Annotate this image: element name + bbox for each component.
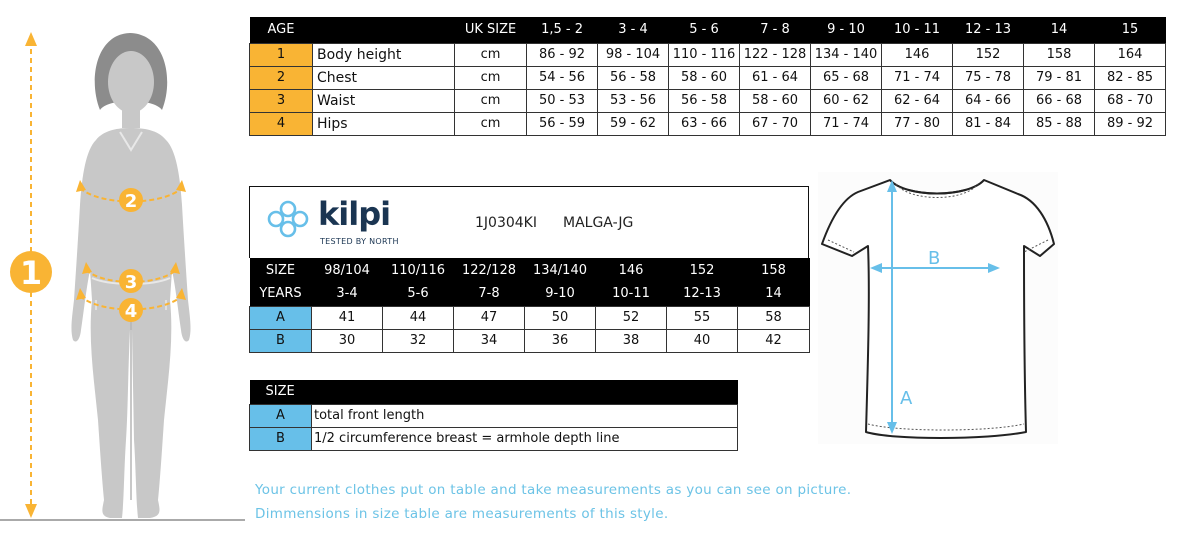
label-b: B — [928, 248, 941, 269]
marker-4-label: 4 — [124, 301, 138, 322]
tshirt-diagram — [818, 172, 1058, 444]
table-cell: 56 - 58 — [669, 89, 740, 112]
size-col-header: 98/104 — [312, 258, 383, 282]
marker-1-label: 1 — [19, 254, 43, 292]
table-cell: 79 - 81 — [1024, 66, 1095, 89]
row-letter: B — [250, 329, 312, 352]
brand-logo-text: kilpi — [318, 195, 391, 233]
table-cell: 52 — [596, 306, 667, 329]
age-col-header: 1,5 - 2 — [527, 17, 598, 43]
legend-description: 1/2 circumference breast = armhole depth line — [312, 427, 738, 450]
brand-tagline: TESTED BY NORTH — [320, 237, 399, 246]
body-measurement-figure — [0, 0, 250, 557]
size-col-header: 152 — [667, 258, 738, 282]
table-cell: 65 - 68 — [811, 66, 882, 89]
years-col-header: 3-4 — [312, 282, 383, 306]
height-arrow-down — [25, 504, 37, 518]
years-header-row — [250, 282, 810, 306]
product-code: 1J0304KI — [475, 215, 537, 231]
label-a: A — [900, 388, 913, 409]
table-cell: 85 - 88 — [1024, 112, 1095, 135]
table-cell: 152 — [953, 43, 1024, 66]
size-table-header — [250, 17, 1166, 43]
table-cell: 59 - 62 — [598, 112, 669, 135]
table-cell: 58 - 60 — [740, 89, 811, 112]
table-cell: 110 - 116 — [669, 43, 740, 66]
years-col-header: 14 — [738, 282, 810, 306]
age-col-header: 10 - 11 — [882, 17, 953, 43]
table-cell: 41 — [312, 306, 383, 329]
table-cell: 40 — [667, 329, 738, 352]
product-header — [249, 186, 809, 258]
table-cell: 60 - 62 — [811, 89, 882, 112]
table-row — [250, 89, 1166, 112]
age-col-header: 15 — [1095, 17, 1166, 43]
row-number: 3 — [250, 89, 313, 112]
size-table — [249, 17, 1166, 136]
table-row — [250, 427, 738, 450]
age-col-header: 9 - 10 — [811, 17, 882, 43]
table-cell: 98 - 104 — [598, 43, 669, 66]
instruction-note: Dimmensions in size table are measurements of this style. — [255, 506, 669, 522]
age-col-header: 7 - 8 — [740, 17, 811, 43]
table-row — [250, 66, 1166, 89]
table-cell: 158 — [1024, 43, 1095, 66]
table-cell: 34 — [454, 329, 525, 352]
instruction-note: Your current clothes put on table and take measurements as you can see on picture. — [255, 482, 852, 498]
age-col-header: 5 - 6 — [669, 17, 740, 43]
legend-letter: A — [250, 404, 312, 427]
row-unit: cm — [455, 66, 527, 89]
years-col-header: 12-13 — [667, 282, 738, 306]
row-unit: cm — [455, 112, 527, 135]
years-col-header: 9-10 — [525, 282, 596, 306]
age-col-header: 14 — [1024, 17, 1095, 43]
row-letter: A — [250, 306, 312, 329]
row-number: 2 — [250, 66, 313, 89]
table-cell: 134 - 140 — [811, 43, 882, 66]
table-cell: 146 — [882, 43, 953, 66]
marker-2-label: 2 — [124, 191, 138, 212]
table-cell: 61 - 64 — [740, 66, 811, 89]
table-cell: 55 — [667, 306, 738, 329]
table-cell: 71 - 74 — [882, 66, 953, 89]
legend-header-row — [250, 380, 738, 404]
legend-header: SIZE — [250, 380, 738, 404]
table-cell: 50 - 53 — [527, 89, 598, 112]
table-cell: 56 - 59 — [527, 112, 598, 135]
measurement-legend-table — [249, 380, 738, 451]
kilpi-knot-icon — [262, 199, 314, 239]
marker-3-label: 3 — [124, 272, 138, 293]
years-col-header: 7-8 — [454, 282, 525, 306]
table-cell: 44 — [383, 306, 454, 329]
table-cell: 67 - 70 — [740, 112, 811, 135]
legend-letter: B — [250, 427, 312, 450]
size-col-header: 110/116 — [383, 258, 454, 282]
table-cell: 81 - 84 — [953, 112, 1024, 135]
row-number: 4 — [250, 112, 313, 135]
table-cell: 89 - 92 — [1095, 112, 1166, 135]
table-cell: 86 - 92 — [527, 43, 598, 66]
row-parameter: Waist — [313, 89, 455, 112]
row-parameter: Body height — [313, 43, 455, 66]
size-col-header: 134/140 — [525, 258, 596, 282]
age-col-header: 3 - 4 — [598, 17, 669, 43]
table-row — [250, 329, 810, 352]
head — [108, 51, 154, 113]
table-cell: 32 — [383, 329, 454, 352]
years-col-header: 10-11 — [596, 282, 667, 306]
table-cell: 62 - 64 — [882, 89, 953, 112]
row-unit: cm — [455, 43, 527, 66]
size-header-row — [250, 258, 810, 282]
table-cell: 66 - 68 — [1024, 89, 1095, 112]
table-cell: 54 - 56 — [527, 66, 598, 89]
legend-description: total front length — [312, 404, 738, 427]
age-header: AGE — [250, 17, 455, 43]
product-name: MALGA-JG — [563, 215, 634, 231]
table-cell: 77 - 80 — [882, 112, 953, 135]
table-cell: 58 - 60 — [669, 66, 740, 89]
row-parameter: Hips — [313, 112, 455, 135]
table-cell: 58 — [738, 306, 810, 329]
table-cell: 71 - 74 — [811, 112, 882, 135]
table-cell: 164 — [1095, 43, 1166, 66]
table-cell: 75 - 78 — [953, 66, 1024, 89]
row-parameter: Chest — [313, 66, 455, 89]
height-arrow-up — [25, 32, 37, 46]
table-cell: 30 — [312, 329, 383, 352]
table-cell: 47 — [454, 306, 525, 329]
row-unit: cm — [455, 89, 527, 112]
product-size-table — [249, 258, 810, 353]
table-cell: 53 - 56 — [598, 89, 669, 112]
table-row — [250, 112, 1166, 135]
row-number: 1 — [250, 43, 313, 66]
size-col-header: 122/128 — [454, 258, 525, 282]
table-cell: 122 - 128 — [740, 43, 811, 66]
age-col-header: 12 - 13 — [953, 17, 1024, 43]
uk-size-header: UK SIZE — [455, 17, 527, 43]
size-col-header: 146 — [596, 258, 667, 282]
table-cell: 82 - 85 — [1095, 66, 1166, 89]
size-row-label: SIZE — [250, 258, 312, 282]
table-cell: 63 - 66 — [669, 112, 740, 135]
table-row — [250, 43, 1166, 66]
size-col-header: 158 — [738, 258, 810, 282]
table-cell: 36 — [525, 329, 596, 352]
table-cell: 68 - 70 — [1095, 89, 1166, 112]
table-cell: 56 - 58 — [598, 66, 669, 89]
table-cell: 50 — [525, 306, 596, 329]
table-row — [250, 306, 810, 329]
table-cell: 64 - 66 — [953, 89, 1024, 112]
years-row-label: YEARS — [250, 282, 312, 306]
table-row — [250, 404, 738, 427]
table-cell: 38 — [596, 329, 667, 352]
table-cell: 42 — [738, 329, 810, 352]
years-col-header: 5-6 — [383, 282, 454, 306]
